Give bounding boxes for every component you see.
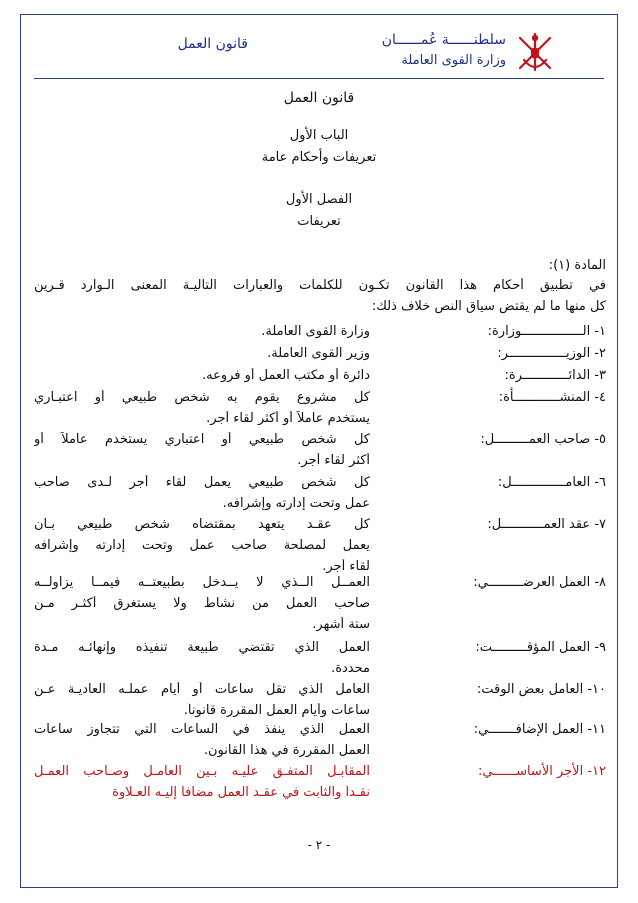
definition-text: أكثر لقاء أجر.: [297, 453, 370, 468]
definition-text: كل شخص طبيعي يعمل لقاء أجر لـدى صاحب: [34, 475, 370, 490]
definition-term: ٨- العمل العرضـــــــــي:: [473, 575, 606, 590]
definition-text: العمــل الــذي لا يــدخل بطبيعتــه فيمــا يزاولــه: [34, 575, 370, 590]
definition-item: [34, 432, 606, 468]
definition-term: ٤- المنشــــــــــــأة:: [498, 390, 606, 405]
header-sultanate: سلطنــــــة عُمــــــان: [381, 32, 506, 48]
definition-item: [34, 575, 606, 632]
article-intro-line: كل منها ما لم يقتض سياق النص خلاف ذلك:: [371, 299, 606, 314]
definition-text: دائرة أو مكتب العمل أو فروعه.: [201, 368, 370, 383]
definition-item: [34, 722, 606, 758]
definition-item: [34, 640, 606, 676]
definition-term: ١- الــــــــــــــــوزارة:: [487, 324, 606, 339]
definition-item: [34, 764, 606, 800]
definition-item: [34, 682, 606, 718]
definition-term: ١١- العمل الإضافـــــــي:: [473, 722, 606, 737]
definition-text: المقابـل المتفـق عليـه بـين العامـل وصـاحب العمـل: [34, 764, 370, 779]
definition-item: [34, 324, 606, 346]
definition-text: كل عقـد يتعهد بمقتضاه شخص طبيعي بـأن: [34, 517, 370, 532]
definition-item: [34, 517, 606, 574]
definition-item: [34, 390, 606, 426]
definition-text: العمل المقررة في هذا القانون.: [203, 743, 370, 758]
header-law-name: قانون العمل: [177, 36, 248, 52]
page-number: - ٢ -: [307, 838, 331, 852]
header-ministry: وزارة القوى العاملة: [401, 53, 506, 68]
definition-text: كل مشروع يقوم به شخص طبيعي أو اعتبـاري: [34, 390, 370, 405]
definition-term: ٦- العامــــــــــــــل:: [497, 475, 606, 490]
definition-text: العمل الذي ينفذ في الساعات التي تتجاوز ساعات: [34, 722, 370, 737]
definition-text: نقـداً والثابت في عقـد العمل مضافاً إليـه العـلاوة: [112, 785, 370, 800]
definition-term: ٧- عقد العمـــــــــــل:: [487, 517, 606, 532]
definition-term: ٩- العمل المؤقـــــــــت:: [475, 640, 606, 655]
chapter-subtitle: تعريفات وأحكام عامة: [261, 150, 377, 165]
definition-item: [34, 346, 606, 368]
definition-term: ١٠- العامل بعض الوقت:: [476, 682, 606, 697]
definition-text: يعمل لمصلحة صاحب عمل وتحت إدارته وإشرافه: [34, 538, 370, 553]
article-intro-line: في تطبيق أحكام هذا القانون تكـون للكلمات والعبارات التاليـة المعنى الـوارد قـرين: [34, 278, 606, 293]
definition-term: ٥- صاحب العمـــــــــل:: [480, 432, 606, 447]
definition-text: وزارة القوى العاملة.: [261, 324, 370, 339]
definition-text: ستة أشهر.: [312, 617, 370, 632]
definition-term: ٣- الدائــــــــــــرة:: [504, 368, 606, 383]
definition-term: ١٢- الأجر الأساســــــي:: [478, 764, 606, 779]
definition-text: عمل وتحت إدارته وإشرافه.: [222, 496, 370, 511]
definition-text: ساعات وأيام العمل المقررة قانوناً.: [183, 703, 370, 718]
header-divider: [34, 78, 604, 79]
section-title: الفصل الأول: [285, 192, 353, 207]
section-subtitle: تعريفات: [297, 214, 341, 229]
main-title: قانون العمل: [283, 90, 355, 106]
definition-text: وزير القوى العاملة.: [267, 346, 370, 361]
article-heading: المادة (١):: [548, 258, 606, 273]
definition-text: لقاء أجر.: [322, 559, 370, 574]
chapter-title: الباب الأول: [289, 128, 349, 143]
definition-term: ٢- الوزيـــــــــــــــر:: [497, 346, 606, 361]
definition-text: محددة.: [331, 661, 370, 676]
definition-text: كل شخص طبيعي أو اعتباري يستخدم عاملاً أو: [34, 432, 370, 447]
oman-emblem-icon: [512, 30, 558, 74]
definition-text: العمل الذي تقتضي طبيعة تنفيذه وإنهائـه مـدة: [34, 640, 370, 655]
definition-item: [34, 368, 606, 390]
definition-text: صاحب العمل من نشاط ولا يستغرق أكثـر مـن: [34, 596, 370, 611]
definition-item: [34, 475, 606, 511]
definition-text: العامل الذي تقل ساعات أو أيام عملـه العاديـة عـن: [34, 682, 370, 697]
definition-text: يستخدم عاملاً أو أكثر لقاء أجر.: [206, 411, 370, 426]
